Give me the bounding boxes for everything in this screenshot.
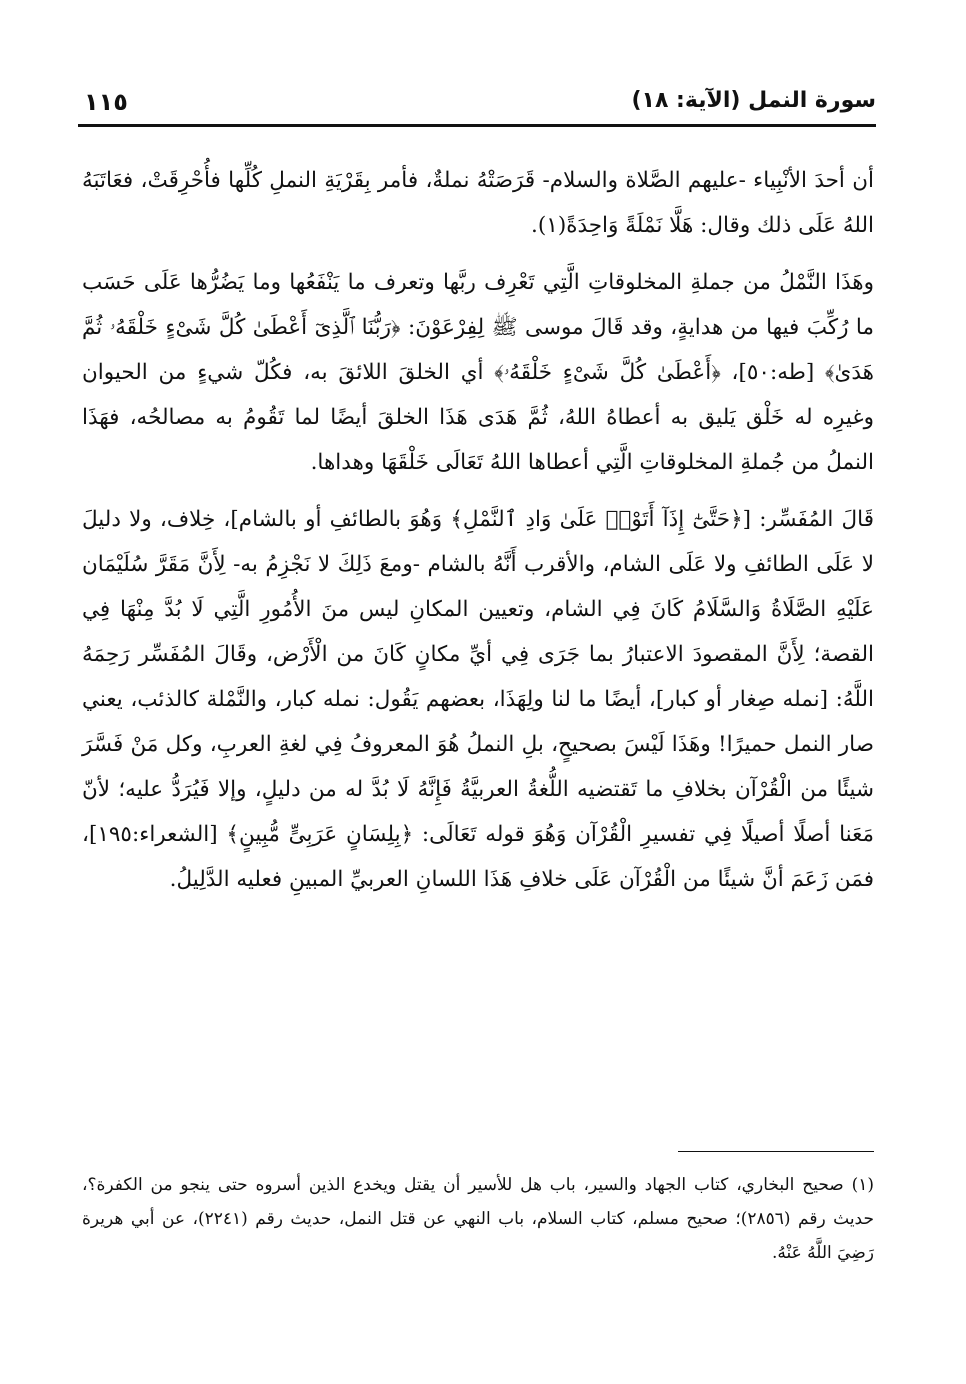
header-divider — [78, 124, 876, 127]
paragraph-3: قَالَ المُفَسِّر: [﴿حَتَّىٰٓ إِذَآ أَتَوْا۟ عَلَىٰ وَادِ ٱلنَّمْلِ﴾ وَهُوَ بالطائفِ أو بالشام]، خِلاف، ولا دليلَ لا عَلَى الطائفِ ولا عَلَى الشام، والأقرب أَنَّهُ بالشام -ومعَ ذَلِكَ لا نَجْزِمُ به- لِأَنَّ مَقَرَّ سُلَيْمَان عَلَيْهِ الصَّلَاةُ وَالسَّلَامُ كَانَ فِي الشام، وتعيين المكانِ ليس منَ الأُمُورِ الَّتِي لَا بُدَّ مِنْهَا فِي القصة؛ لِأَنَّ المقصودَ الاعتبارُ بما جَرَى فِي أيِّ مكانٍ كَانَ من الْأَرْض، وقَالَ المُفَسِّر رَحِمَهُ اللَّهُ: [نمله صِغار أو كبار]، أيضًا ما لنا ولِهَذَا، بعضهم يَقُول: نمله كبار، والنَّمْلة كالذئب، يعني صار النمل حميرًا! وهَذَا لَيْسَ بصحيحٍ، بلِ النملُ هُوَ المعروفُ فِي لغةِ العربِ، وكل مَنْ فَسَّرَ شيئًا من الْقُرْآن بخلافِ ما تَقتضيه اللُّغةُ العربيَّةُ فَإِنَّهُ لَا بُدَّ له من دليلٍ، وإلا فَيُرَدُّ عليه؛ لأنّ مَعَنا أصلًا أصيلًا فِي تفسيرِ الْقُرْآن وَهُوَ قوله تَعَالَى: ﴿بِلِسَانٍ عَرَبِىٍّ مُّبِينٍ﴾ [الشعراء:١٩٥]، فمَن زَعَمَ أنَّ شيئًا من الْقُرْآن عَلَى خلافِ هَذَا اللسانِ العربيِّ المبينِ فعليه الدَّلِيلُ. — [82, 507, 874, 892]
paragraph-2: وهَذَا النَّمْلُ من جملةِ المخلوقاتِ الَّتِي تَعْرِف ربَّها وتعرف ما يَنْفَعُها وما يَضُرُّها عَلَى حَسَب ما رُكِّبَ فيها من هدايةٍ، وقد قَالَ موسى ﷺ لِفِرْعَوْنَ: ﴿رَبُّنَا ٱلَّذِىٓ أَعْطَىٰ كُلَّ شَىْءٍ خَلْقَهُۥ ثُمَّ هَدَىٰ﴾ [طه:٥٠]، ﴿أَعْطَىٰ كُلَّ شَىْءٍ خَلْقَهُۥ﴾ أي الخلقَ اللائقَ به، فكُلّ شيءٍ من الحيوان وغيرِه له خَلْق يَليق به أعطاهُ اللهُ، ثُمَّ هَدَى هَذَا الخلقَ أيضًا لما تَقُومُ به مصالحُه، فهَذَا النملُ من جُملةِ المخلوقاتِ الَّتِي أعطاها اللهُ تَعَالَى خَلْقَهَا وهداها. — [82, 270, 874, 475]
paragraph-1: أن أحدَ الأنْبِياء -عليهم الصَّلاة والسلام- قَرَصَتْهُ نملةٌ، فأمر بِقَرْيَةِ النملِ كُلِّها فأُحْرِقَتْ، فعَاتَبَهُ اللهُ عَلَى ذلك وقال: هَلَّا نَمْلَةً وَاحِدَةً(١). — [82, 168, 874, 238]
footnote-divider — [678, 1151, 874, 1152]
page-number: ١١٥ — [84, 88, 128, 116]
page-header — [78, 84, 876, 124]
footnote: (١) صحيح البخاري، كتاب الجهاد والسير، باب هل للأسير أن يقتل ويخدع الذين أسروه حتى ينجو من الكفرة؟، حديث رقم (٢٨٥٦)؛ صحيح مسلم، كتاب السلام، باب النهي عن قتل النمل، حديث رقم (٢٢٤١)، عن أبي هريرة رَضِيَ اللَّهُ عَنْهُ. — [82, 1175, 874, 1263]
main-text — [82, 158, 874, 914]
running-title: سورة النمل (الآية: ١٨) — [631, 88, 876, 113]
